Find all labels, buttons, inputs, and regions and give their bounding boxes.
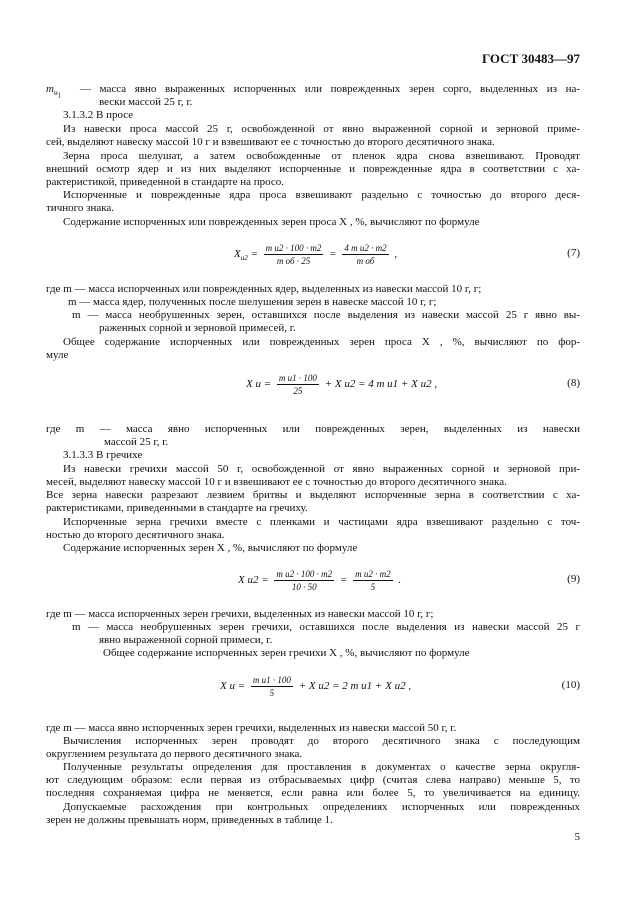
equation-number: (7) — [567, 247, 580, 259]
formula-10: X и = $\frac{\text{m и1 · 100}}{5}$ + X и2 = 2 m и1 + X и2 , — [220, 675, 412, 698]
formula-rhs: + X и2 = 4 m и1 + X и2 , — [324, 378, 438, 391]
text-line: Содержание испорченных или поврежденных зерен проса X , %, вычисляют по формуле — [63, 216, 480, 228]
text-line: Содержание испорченных зерен X , %, вычисляют по формуле — [63, 542, 358, 554]
text-line: Все зерна навески разрезают лезвием бритвы и выделяют испорченные зерна в соответствии с ха- — [46, 489, 580, 501]
text-line: последняя сохраняемая цифра не меняется, если равна или более 5, то увеличивается на единицу. — [46, 787, 580, 799]
text-line: округлением результата до первого десятичного знака. — [46, 748, 303, 760]
fraction-numerator: m и2 · 100 · m2 — [276, 569, 333, 579]
fraction-numerator: m и1 · 100 — [278, 373, 317, 383]
where-line: где m — масса явно испорченных или поврежденных зерен, выделенных из навески — [46, 423, 580, 435]
equation-number: (9) — [567, 573, 580, 585]
text-line: Полученные результаты определения для проставления в документах о качестве зерна округля- — [63, 761, 580, 773]
where-line: m — масса ядер, полученных после шелушения зерен в навеске массой 10 г, г; — [68, 296, 437, 308]
where-line: где m — масса испорченных зерен гречихи, выделенных из навески массой 10 г, г; — [46, 608, 434, 620]
text-line: Испорченные зерна гречихи вместе с пленками и частицами ядра взвешивают раздельно с точ- — [63, 516, 580, 528]
text-line: Вычисления испорченных зерен проводят до второго десятичного знака с последующим — [63, 735, 580, 747]
text-line: ностью до второго десятичного знака. — [46, 529, 225, 541]
text-line: — масса явно выраженных испорченных или поврежденных зерен сорго, выделенных из на- — [80, 83, 580, 95]
formula-lhs: X и — [246, 378, 261, 391]
equation-number: (10) — [561, 679, 580, 691]
text-line: рактеристиками, приведенными в стандарте на гречиху. — [46, 502, 308, 514]
formula-7: $X_{и2}$ = $\frac{\text{m и2 · 100 · m2}}{\text{m об · 25}}$ = $\frac{\text{4 m и2 · m2}}{\text{m об}}$ , — [234, 243, 398, 266]
text-line: Общее содержание испорченных зерен гречихи X , %, вычисляют по формуле — [103, 647, 470, 659]
page-number: 5 — [574, 831, 580, 843]
text-line: сей, выделяют навеску массой 10 г и взвешивают ее с точностью до второго десятичного знака. — [46, 136, 495, 148]
document-header: ГОСТ 30483—97 — [481, 51, 580, 66]
fraction-numerator: m и1 · 100 — [252, 675, 291, 685]
equation-number: (8) — [567, 377, 580, 389]
formula-lhs: X и — [220, 680, 235, 693]
text-line: вески массой 25 г, г. — [99, 96, 193, 108]
text-line: зерен не должны превышать норм, приведенных в таблице 1. — [46, 814, 333, 826]
text-line: Из навески гречихи массой 50 г, освобожденной от явно выраженных сорной и зерновой при- — [63, 463, 580, 475]
where-line: где m — масса явно испорченных зерен гречихи, выделенных из навески массой 50 г, г. — [46, 722, 457, 734]
formula-subscript: и2 — [240, 254, 248, 263]
formula-lhs: X — [234, 248, 241, 261]
text-line: Из навески проса массой 25 г, освобожденной от явно выраженной сорной и зерновой приме- — [63, 123, 580, 135]
formula-lhs: X и2 — [238, 574, 259, 587]
symbol-m-i1: $m_{и_1}$ — [46, 83, 62, 100]
fraction-denominator: m об — [356, 256, 375, 266]
text-line: Допускаемые расхождения при контрольных определениях испорченных или поврежденных — [63, 801, 580, 813]
where-line: m — масса необрушенных зерен гречихи, оставшихся после выделения из навески массой 25 г — [72, 621, 580, 633]
fraction-denominator: 5 — [370, 582, 376, 592]
where-line: явно выраженной сорной примеси, г. — [99, 634, 273, 646]
fraction-denominator: 25 — [293, 386, 303, 396]
text-line: Общее содержание испорченных или поврежденных зерен проса X , %, вычисляют по фор- — [63, 336, 580, 348]
where-line: раженных сорной и зерновой примесей, г. — [99, 322, 296, 334]
fraction-denominator: 5 — [269, 688, 275, 698]
text-line: ют следующим образом: если первая из отбрасываемых цифр (считая слева направо) меньше 5, то — [46, 774, 580, 786]
section-heading: 3.1.3.2 В просе — [63, 109, 134, 121]
formula-rhs: + X и2 = 2 m и1 + X и2 , — [298, 680, 412, 693]
section-heading: 3.1.3.3 В гречихе — [63, 449, 143, 461]
text-line: тичного знака. — [46, 202, 115, 214]
where-line: где m — масса испорченных или поврежденных ядер, выделенных из навески массой 10 г, г; — [46, 283, 482, 295]
text-line: муле — [46, 349, 69, 361]
where-line: массой 25 г, г. — [104, 436, 169, 448]
text-line: месей, выделяют навеску массой 10 г и взвешивают ее с точностью до второго десятичного знака. — [46, 476, 507, 488]
text-line: Испорченные и поврежденные ядра проса взвешивают раздельно с точностью до второго деся- — [63, 189, 580, 201]
fraction-numerator: 4 m и2 · m2 — [344, 243, 387, 253]
text-line: рактеристикой, приведенной в стандарте на просо. — [46, 176, 285, 188]
fraction-denominator: m об · 25 — [276, 256, 311, 266]
text-line: внешний осмотр ядер и из них выделяют испорченные и поврежденные ядра в соответствии с ха- — [46, 163, 580, 175]
formula-8: X и = $\frac{\text{m и1 · 100}}{25}$ + X и2 = 4 m и1 + X и2 , — [246, 373, 438, 396]
formula-9: X и2 = $\frac{\text{m и2 · 100 · m2}}{10 \cdot 50}$ = $\frac{\text{m и2 · m2}}{5}$ . — [238, 569, 402, 592]
where-line: m — масса необрушенных зерен, оставшихся после выделения из навески массой 25 г явно вы- — [72, 309, 580, 321]
text-line: Зерна проса шелушат, а затем освобожденные от пленок ядра снова взвешивают. Проводят — [63, 150, 580, 162]
fraction-denominator: 10 · 50 — [291, 582, 317, 592]
fraction-numerator: m и2 · m2 — [355, 569, 391, 579]
fraction-numerator: m и2 · 100 · m2 — [265, 243, 322, 253]
